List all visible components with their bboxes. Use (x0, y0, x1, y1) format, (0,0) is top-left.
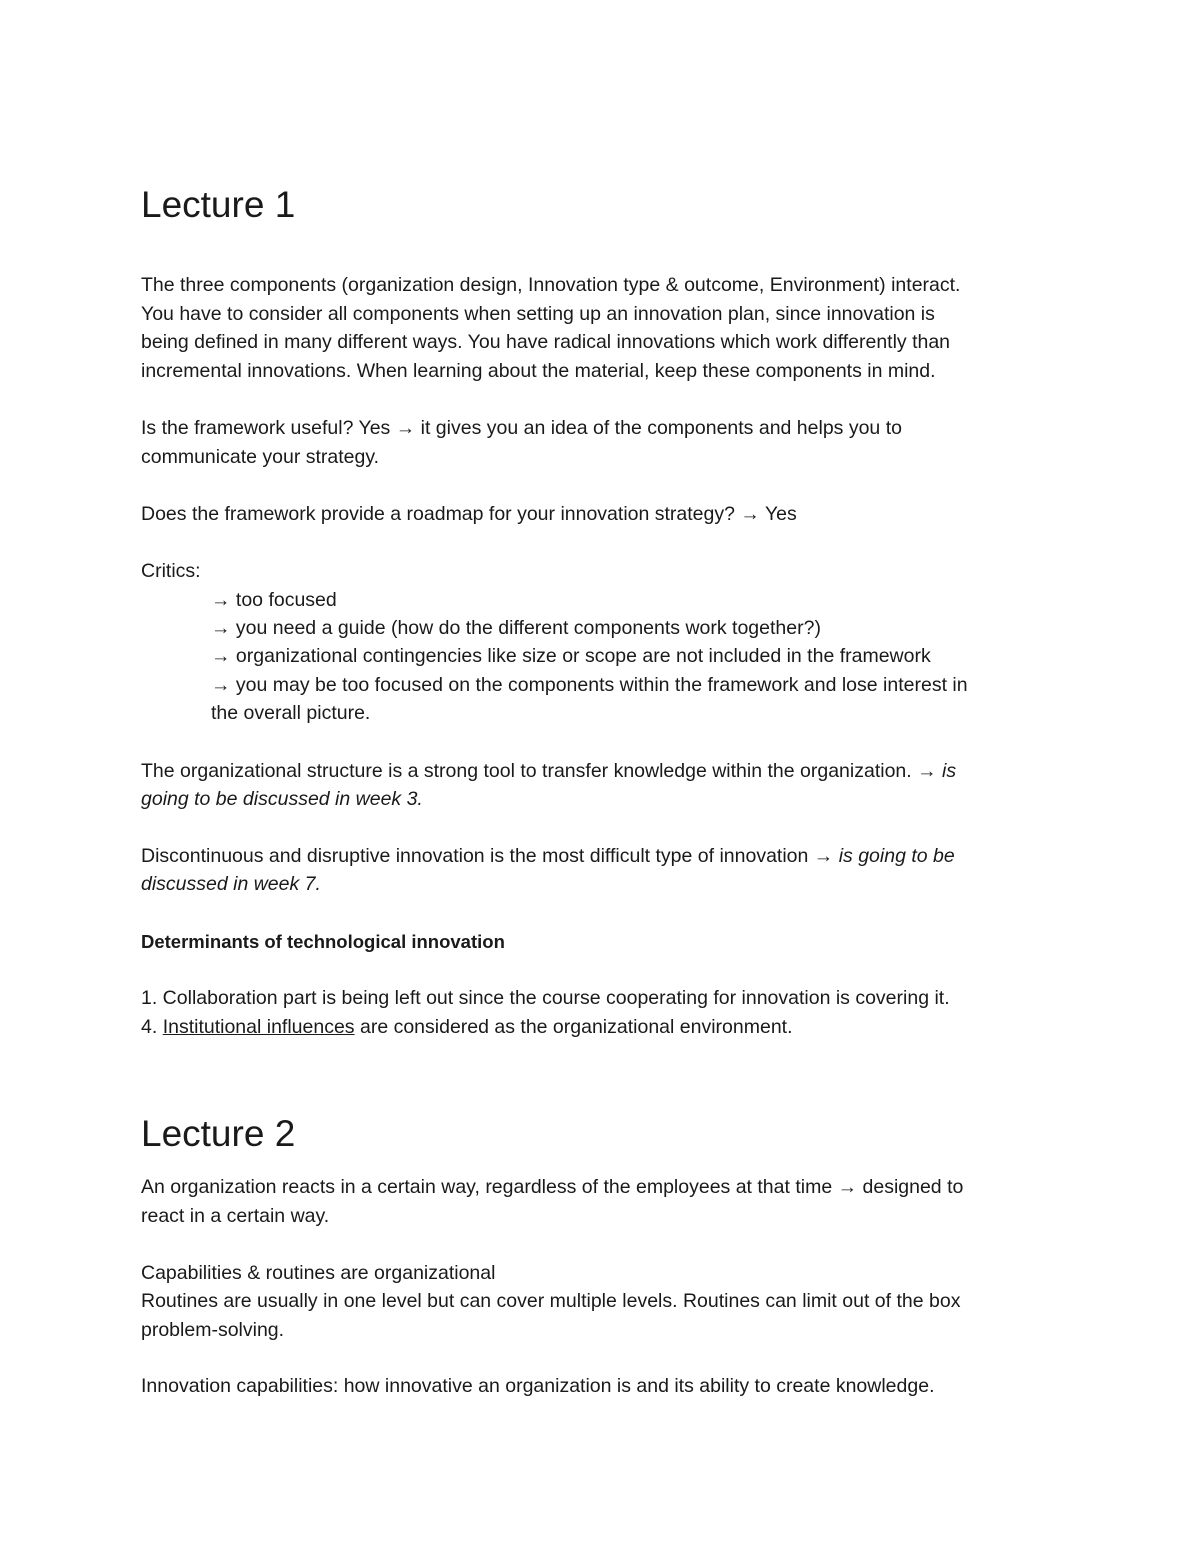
text-run: Discontinuous and disruptive innovation is the most difficult type of innovation → (141, 845, 839, 867)
list-number: 4. (141, 1016, 163, 1038)
critics-item: → organizational contingencies like size or scope are not included in the framework (211, 645, 931, 667)
paragraph-line: communicate your strategy. (141, 446, 380, 468)
paragraph-line: You have to consider all components when setting up an innovation plan, since innovation is (141, 303, 935, 325)
paragraph-line: being defined in many different ways. You have radical innovations which work differently than (141, 331, 951, 353)
paragraph-line: Innovation capabilities: how innovative an organization is and its ability to create knowledge. (141, 1375, 935, 1397)
list-item (141, 1013, 793, 1042)
critics-item: → too focused (211, 589, 337, 611)
paragraph-line: The three components (organization design, Innovation type & outcome, Environment) interact. (141, 274, 961, 296)
text-run: The organizational structure is a strong tool to transfer knowledge within the organization. → (141, 760, 943, 782)
critics-label: Critics: (141, 560, 201, 582)
critics-item: → you may be too focused on the components within the framework and lose interest in (211, 674, 968, 696)
underlined-text: Institutional influences (162, 1016, 355, 1038)
paragraph-line: Does the framework provide a roadmap for your innovation strategy? → Yes (141, 503, 797, 525)
critics-item: the overall picture. (211, 702, 371, 724)
critics-item: → you need a guide (how do the different components work together?) (211, 617, 821, 639)
italic-text: is (942, 760, 957, 782)
italic-text: discussed in week 7. (141, 873, 321, 895)
paragraph-line: problem-solving. (141, 1319, 285, 1341)
paragraph-line (141, 842, 955, 871)
paragraph-line (141, 757, 956, 786)
lecture-1-heading: Lecture 1 (141, 184, 296, 225)
paragraph-line: react in a certain way. (141, 1205, 330, 1227)
paragraph-line: incremental innovations. When learning about the material, keep these components in mind. (141, 360, 936, 382)
paragraph-line: Capabilities & routines are organizational (141, 1262, 496, 1284)
italic-text: is going to be (838, 845, 955, 867)
paragraph-line: Is the framework useful? Yes → it gives you an idea of the components and helps you to (141, 417, 902, 439)
list-item: 1. Collaboration part is being left out since the course cooperating for innovation is covering it. (141, 987, 950, 1009)
italic-text: going to be discussed in week 3. (141, 788, 423, 810)
paragraph-line: Routines are usually in one level but can cover multiple levels. Routines can limit out of the box (141, 1290, 961, 1312)
text-run: are considered as the organizational environment. (354, 1016, 793, 1038)
determinants-heading: Determinants of technological innovation (141, 931, 505, 952)
lecture-2-heading: Lecture 2 (141, 1113, 296, 1154)
paragraph-line: An organization reacts in a certain way, regardless of the employees at that time → designed to (141, 1176, 964, 1198)
